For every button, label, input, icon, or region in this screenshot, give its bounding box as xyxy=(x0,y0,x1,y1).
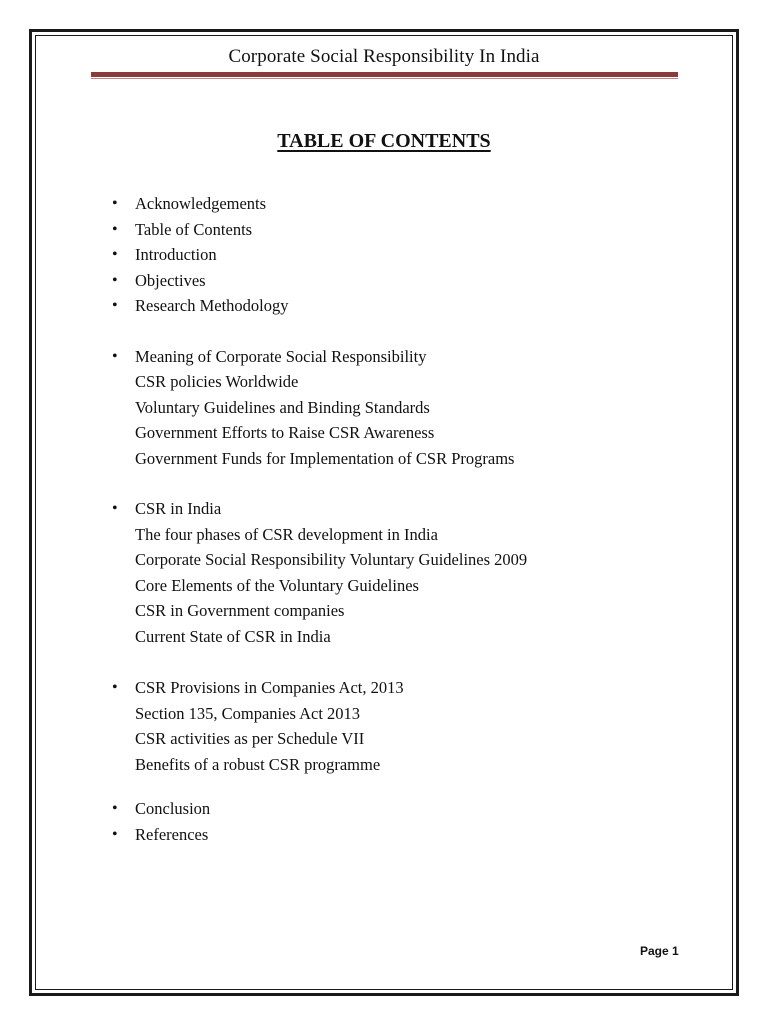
toc-subitem-voluntary-guidelines: Voluntary Guidelines and Binding Standards xyxy=(135,397,430,417)
toc-subitem-current-state: Current State of CSR in India xyxy=(135,626,331,646)
toc-item-references: • References xyxy=(112,824,672,850)
toc-group-front-matter xyxy=(112,193,672,321)
toc-item-csr-provisions: • CSR Provisions in Companies Act, 2013 xyxy=(112,677,672,703)
header-rule xyxy=(91,72,678,77)
toc-list xyxy=(112,193,672,849)
toc-subitem-four-phases: The four phases of CSR development in India xyxy=(135,524,438,544)
toc-item-introduction: • Introduction xyxy=(112,244,672,270)
toc-item-objectives: • Objectives xyxy=(112,270,672,296)
toc-item-research-methodology: • Research Methodology xyxy=(112,295,672,321)
toc-group-csr-in-india xyxy=(112,498,672,651)
toc-spacer xyxy=(112,321,672,346)
toc-subitem-section-135: Section 135, Companies Act 2013 xyxy=(135,703,361,723)
toc-item-csr-in-india: • CSR in India xyxy=(112,498,672,524)
toc-subitem-schedule-vii: CSR activities as per Schedule VII xyxy=(135,729,365,748)
toc-spacer xyxy=(112,651,672,677)
toc-item-acknowledgements: • Acknowledgements xyxy=(112,193,672,219)
toc-subitem-csr-policies-worldwide: CSR policies Worldwide xyxy=(135,372,299,391)
toc-subitem-government-funds: Government Funds for Implementation of CSR Programs xyxy=(135,448,515,468)
toc-item-table-of-contents: • Table of Contents xyxy=(112,219,672,245)
page-number: Page 1 xyxy=(640,944,679,958)
toc-item-conclusion: • Conclusion xyxy=(112,798,672,824)
toc-group-companies-act xyxy=(112,677,672,779)
header-rule-thin xyxy=(91,78,678,79)
toc-subitem-csr-government-companies: CSR in Government companies xyxy=(135,601,345,620)
toc-group-back-matter xyxy=(112,798,672,849)
toc-subitem-government-efforts: Government Efforts to Raise CSR Awareness xyxy=(135,423,435,442)
toc-subitem-core-elements: Core Elements of the Voluntary Guidelines xyxy=(135,575,419,595)
toc-subitem-benefits: Benefits of a robust CSR programme xyxy=(135,754,381,774)
toc-subitem-voluntary-guidelines-2009: Corporate Social Responsibility Voluntary Guidelines 2009 xyxy=(135,550,528,569)
toc-spacer xyxy=(112,473,672,498)
toc-item-meaning-of-csr: • Meaning of Corporate Social Responsibility xyxy=(112,346,672,372)
toc-group-meaning-of-csr xyxy=(112,346,672,474)
toc-heading: TABLE OF CONTENTS xyxy=(277,130,491,152)
toc-spacer xyxy=(112,779,672,798)
running-header-title: Corporate Social Responsibility In India xyxy=(228,46,540,67)
